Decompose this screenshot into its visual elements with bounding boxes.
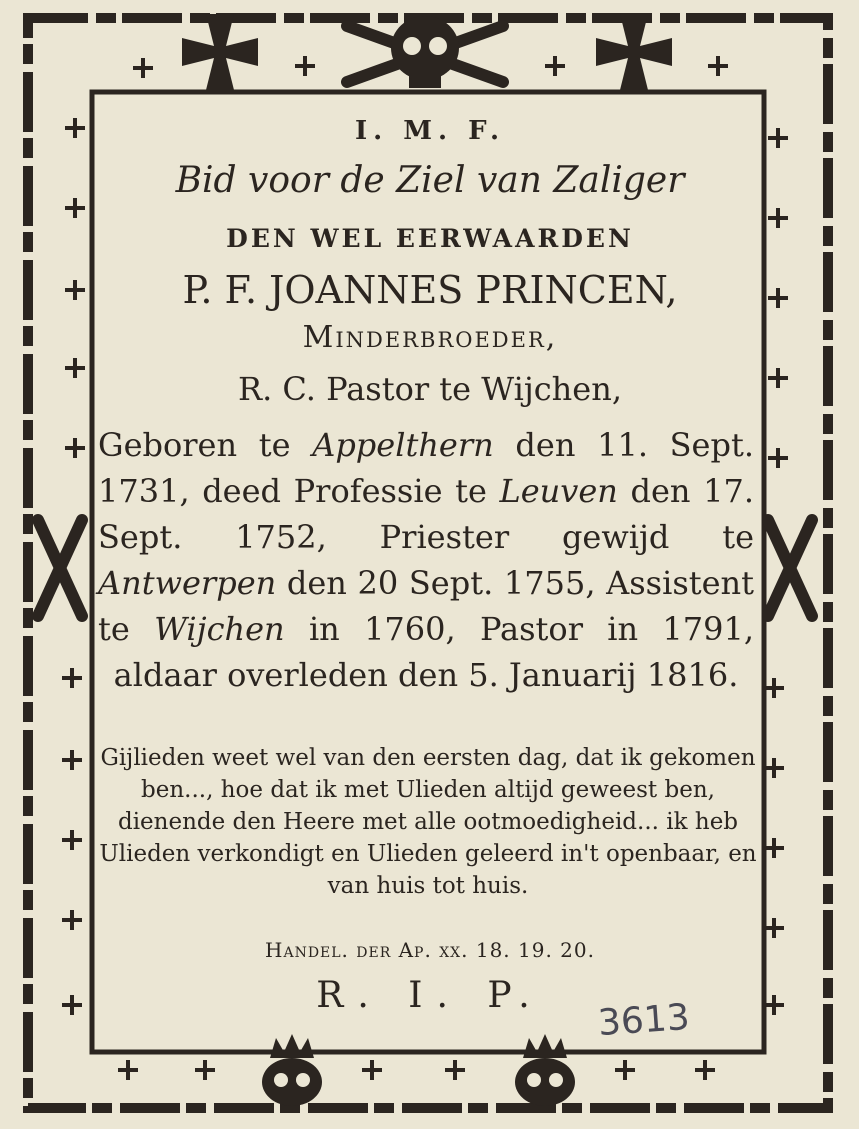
biography-text: den 20 Sept. 1755, Assistent te	[98, 564, 754, 648]
biography	[98, 422, 754, 698]
pastor-title: R. C. Pastor te Wijchen,	[237, 370, 622, 408]
biography-text: Geboren te	[98, 426, 313, 464]
honorific: DEN WEL EERWAARDEN	[226, 224, 634, 253]
biography-text: den 11. Sept. 1731, deed Professie te	[98, 426, 755, 510]
invocation: Bid voor de Ziel van Zaliger	[175, 160, 685, 201]
crowned-skull-icon	[515, 1034, 575, 1106]
crossed-bones-icon	[768, 520, 812, 616]
closing-rip: R. I. P.	[316, 975, 544, 1016]
place-leuven: Leuven	[499, 472, 618, 510]
maltese-cross-icon	[182, 14, 258, 90]
biography-text: den 17. Sept. 1752, Priester gewijd te	[98, 472, 754, 556]
religious-order: Minderbroeder,	[302, 320, 558, 355]
scripture-reference: Handel. der Ap. xx. 18. 19. 20.	[265, 938, 595, 962]
skull-crossbones-icon	[347, 16, 503, 88]
monogram: I. M. F.	[354, 116, 506, 146]
place-wijchen: Wijchen	[154, 610, 285, 648]
maltese-cross-icon	[596, 14, 672, 90]
catalog-number: 3613	[596, 996, 691, 1045]
scripture-quote: Gijlieden weet wel van den eersten dag, dat ik gekomen ben..., hoe dat ik met Ulieden altijd geweest ben, dienende den Heere met alle ootmoedigheid... ik heb Ulieden verkondigt en Ulieden geleerd in't openbaar, en van huis tot huis.	[99, 745, 757, 899]
place-antwerpen: Antwerpen	[98, 564, 277, 602]
crowned-skull-icon	[262, 1034, 322, 1106]
small-cross-icons-bottom	[118, 1060, 715, 1080]
deceased-name: P. F. JOANNES PRINCEN,	[182, 268, 678, 312]
biography-text: in 1760, Pastor in 1791, aldaar overleden den 5. Januarij 1816.	[113, 610, 755, 694]
crossed-bones-icon	[38, 520, 82, 616]
place-appelthern: Appelthern	[312, 426, 494, 464]
